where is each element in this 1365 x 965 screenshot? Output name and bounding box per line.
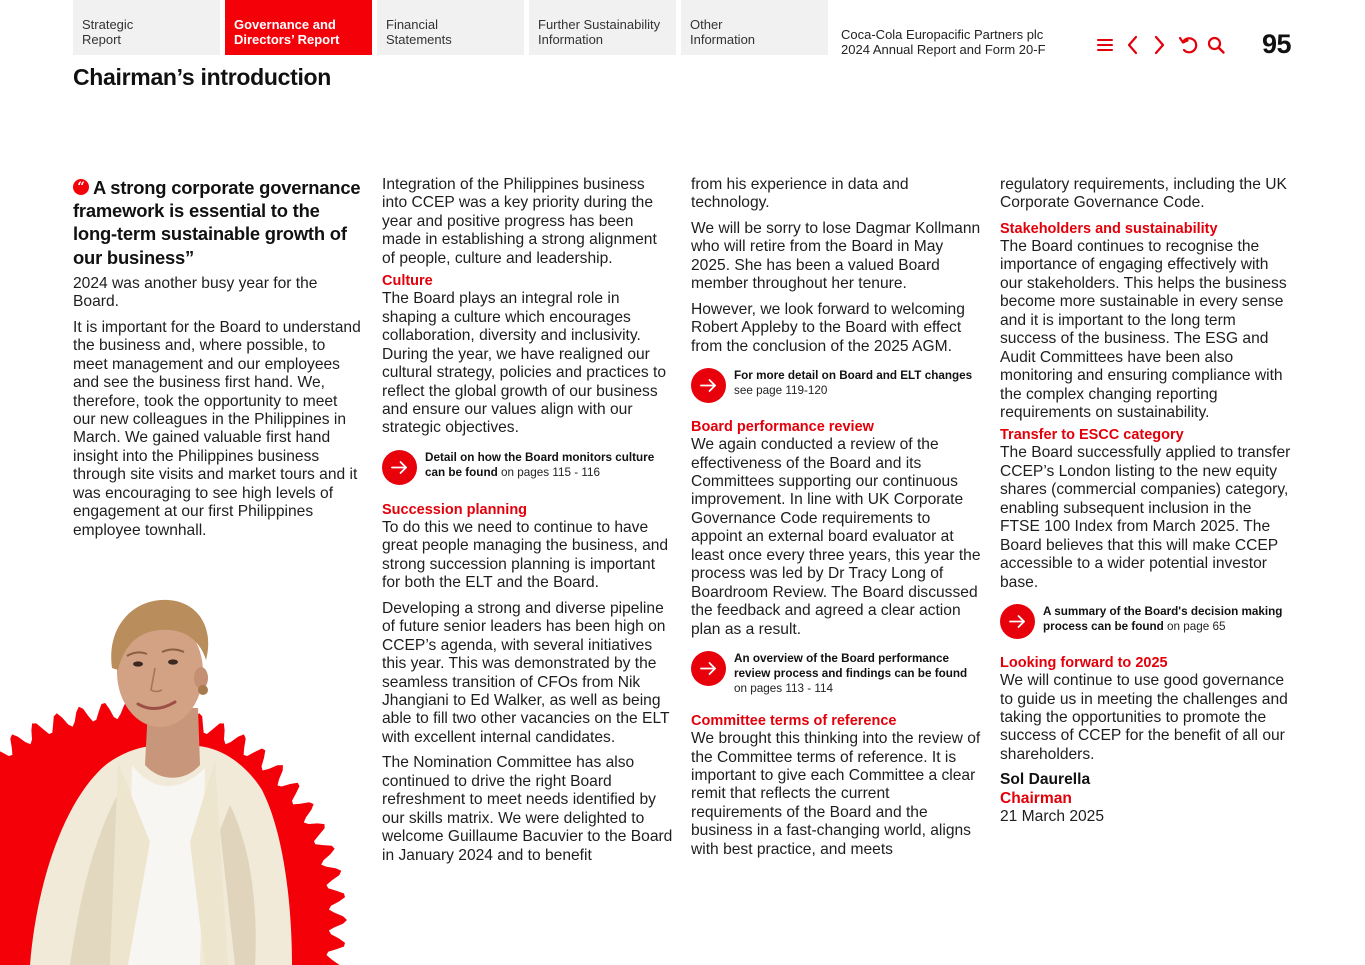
eye (133, 661, 143, 666)
paragraph: It is important for the Board to understand the business and, where possible, to meet management and our employees and see the business first hand. We, therefore, took the opportunity to meet our new colleagues in the Philippines in March. We gained valuable first hand insight into the Philippines business through site visits and market tours and it was encouraging to see high levels of engagement at our first Philippines employee townhall. (73, 318, 361, 539)
nav-tab-other-information[interactable] (681, 0, 828, 55)
chevron-right-icon[interactable] (1148, 33, 1170, 57)
callout-bold-text: A summary of the Board's decision making process can be found (1043, 605, 1283, 634)
callout-text: see page 119-120 (734, 384, 828, 398)
callout-bold-text: Detail on how the Board monitors culture can be found (425, 450, 655, 479)
page-title: Chairman’s introduction (73, 64, 332, 90)
paragraph: We again conducted a review of the effectiveness of the Board and its Committees supporting our continuous improvement. In line with UK Corporate Governance Code requirements to appoint an external board evaluator at least once every three years, this year the process was led by Dr Tracy Long of Boardroom Review. The Board discussed the feedback and agreed a clear action plan as a result. (691, 436, 981, 638)
page-number: 95 (1261, 29, 1291, 59)
arrow-right-icon (1000, 604, 1035, 639)
nav-tab-label: Further Sustainability (538, 17, 661, 32)
document-title-line: Coca-Cola Europacific Partners plc (841, 27, 1044, 42)
column-1 (73, 176, 363, 547)
nav-tab-label: Strategic (82, 17, 134, 32)
section-heading-stakeholders: Stakeholders and sustainability (1000, 220, 1218, 237)
quote-mark-icon: “ (73, 179, 89, 195)
search-icon[interactable] (1205, 33, 1227, 57)
column-2 (382, 176, 674, 872)
callout-link-decision-making[interactable] (1000, 604, 1292, 640)
section-heading-culture: Culture (382, 273, 433, 290)
paragraph: regulatory requirements, including the UK Corporate Governance Code. (1000, 176, 1287, 212)
paragraph: The Board successfully applied to transfer CCEP’s London listing to the new equity shares (commercial companies) category, enabling subsequent inclusion in the FTSE 100 Index from March 2025. The Board believes that this will make CCEP accessible to a wider potential investor base. (1000, 444, 1291, 591)
nav-tab-governance[interactable] (225, 0, 372, 55)
paragraph: We will continue to use good governance to guide us in meeting the challenges and taking the opportunities to promote the success of CCEP for the benefit of all our shareholders. (1000, 672, 1288, 763)
chevron-left-icon[interactable] (1122, 33, 1144, 57)
paragraph: However, we look forward to welcoming Robert Appleby to the Board with effect from the conclusion of the 2025 AGM. (691, 300, 965, 355)
chairman-portrait (0, 590, 360, 965)
nav-tab-label: Information (690, 31, 756, 47)
nav-tab-label: Directors’ Report (234, 31, 340, 47)
nav-tab-label: Governance and (234, 17, 336, 32)
callout-bold-text: An overview of the Board performance review process and findings can be found (734, 652, 968, 681)
nav-tab-label: Information (538, 31, 604, 47)
nav-tab-strategic-report[interactable] (73, 0, 220, 55)
section-heading-board-review: Board performance review (691, 419, 874, 436)
document-title-line: 2024 Annual Report and Form 20-F (841, 41, 1046, 57)
paragraph: Developing a strong and diverse pipeline of future senior leaders has been high on CCEP’s agenda, with several initiatives this year. This was demonstrated by the seamless transition of CFOs from Nik Jhangiani to Ed Walker, as well as being able to fill two other vacancies on the ELT with excellent internal candidates. (382, 599, 670, 746)
menu-icon[interactable] (1094, 33, 1116, 57)
eye (168, 659, 178, 664)
nav-tab-label: Financial (386, 17, 439, 32)
undo-icon[interactable] (1177, 33, 1199, 57)
paragraph: Integration of the Philippines business into CCEP was a key priority during the year and positive progress has been made in establishing a strong alignment of people, culture and leadership. (382, 176, 657, 267)
section-heading-escc: Transfer to ESCC category (1000, 427, 1184, 444)
signature-name: Sol Daurella (1000, 771, 1091, 789)
arrow-right-icon (691, 368, 726, 403)
pull-quote-text: A strong corporate governance framework is essential to the long-term sustainable growth of our business” (73, 177, 361, 268)
earring (198, 685, 208, 695)
callout-text: on pages 115 - 116 (497, 465, 600, 479)
callout-link-board-changes[interactable] (691, 368, 983, 404)
column-4 (1000, 176, 1292, 827)
callout-link-performance-review[interactable] (691, 651, 983, 696)
column-3 (691, 176, 983, 866)
section-heading-forward: Looking forward to 2025 (1000, 655, 1168, 672)
paragraph: The Board continues to recognise the importance of engaging effectively with our stakeholders. This helps the business become more sustainable in every sense and it is important to the long term success of the business. The ESG and Audit Committees have been also monitoring and ensuring compliance with the complex changing reporting requirements on sustainability. (1000, 237, 1287, 421)
paragraph: We will be sorry to lose Dagmar Kollmann who will retire from the Board in May 2025. She has been a valued Board member throughout her tenure. (691, 219, 981, 293)
paragraph: from his experience in data and technology. (691, 176, 909, 212)
nav-tab-label: Statements (386, 31, 452, 47)
signature-date: 21 March 2025 (1000, 808, 1105, 826)
document-title (841, 28, 1046, 57)
paragraph: We brought this thinking into the review of the Committee terms of reference. It is important to give each Committee a clear remit that reflects the current requirements of the Board and the business in a fast-changing world, aligns with best practice, and meets (691, 730, 981, 858)
nav-tab-financial-statements[interactable] (377, 0, 524, 55)
paragraph: 2024 was another busy year for the Board. (73, 274, 318, 311)
callout-text: on page 65 (1163, 620, 1226, 634)
callout-bold-text: For more detail on Board and ELT changes (734, 369, 973, 383)
arrow-right-icon (382, 450, 417, 485)
nav-tab-label: Other (690, 17, 723, 32)
nav-tab-label: Report (82, 31, 122, 47)
arrow-right-icon (691, 651, 726, 686)
callout-link-culture[interactable] (382, 450, 674, 486)
paragraph: The Board plays an integral role in shaping a culture which encourages collaboration, diversity and inclusivity. During the year, we have realigned our cultural strategy, policies and practices to reflect the global growth of our business and ensure our values align with our strategic objectives. (382, 290, 666, 437)
callout-text: on pages 113 - 114 (734, 682, 833, 696)
pull-quote (73, 176, 363, 269)
section-heading-succession: Succession planning (382, 501, 528, 518)
nav-tab-further-sustainability[interactable] (529, 0, 676, 55)
paragraph: To do this we need to continue to have great people managing the business, and strong succession planning is important for both the ELT and the Board. (382, 518, 669, 592)
paragraph: The Nomination Committee has also continued to drive the right Board refreshment to meet needs identified by our skills matrix. We were delighted to welcome Guillaume Bacuvier to the Board in January 2024 and to benefit (382, 754, 673, 864)
signature-role: Chairman (1000, 789, 1072, 807)
section-heading-terms: Committee terms of reference (691, 713, 897, 730)
